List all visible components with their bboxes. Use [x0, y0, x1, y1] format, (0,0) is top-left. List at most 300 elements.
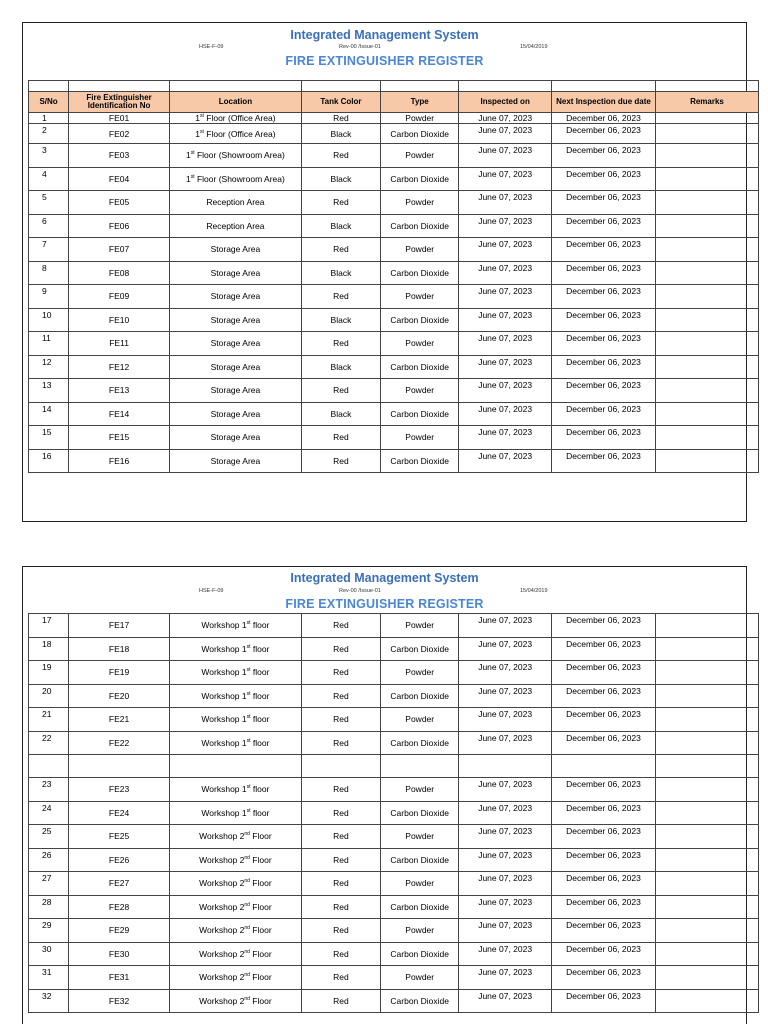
- next-due-cell: December 06, 2023: [551, 402, 655, 426]
- location-cell: [170, 402, 302, 426]
- location-ordinal-suffix: st: [246, 620, 251, 627]
- col-header-tank-color: Tank Color: [301, 92, 380, 113]
- col-header-sno: S/No: [29, 92, 69, 113]
- location-cell: [170, 214, 302, 238]
- next-due-cell: December 06, 2023: [551, 919, 655, 943]
- table-header-row: [29, 92, 759, 113]
- empty-cell: [551, 755, 655, 778]
- location-cell: [170, 708, 302, 732]
- tank-color-cell: Red: [301, 332, 380, 356]
- tank-color-cell: Black: [301, 167, 380, 191]
- remarks-cell: [655, 379, 758, 403]
- remarks-cell: [655, 942, 758, 966]
- extinguisher-id-cell: FE16: [69, 449, 170, 473]
- inspected-on-cell: June 07, 2023: [459, 214, 552, 238]
- extinguisher-id-cell: FE12: [69, 355, 170, 379]
- location-text: Storage Area: [210, 314, 261, 325]
- tank-color-cell: Red: [301, 825, 380, 849]
- remarks-cell: [655, 637, 758, 661]
- col-header-remarks: Remarks: [655, 92, 758, 113]
- extinguisher-id-cell: FE28: [69, 895, 170, 919]
- location-ordinal-suffix: st: [190, 173, 195, 180]
- type-cell: Powder: [381, 426, 459, 450]
- register-table: [28, 80, 759, 473]
- location-ordinal-suffix: st: [200, 128, 204, 135]
- location-text-suffix: Floor: [249, 925, 272, 936]
- location-ordinal-suffix: st: [246, 690, 251, 697]
- extinguisher-id-cell: FE32: [69, 989, 170, 1013]
- location-cell: [170, 191, 302, 215]
- inspected-on-cell: June 07, 2023: [459, 895, 552, 919]
- location-text: Workshop 1: [201, 737, 247, 748]
- sno-cell: 14: [29, 402, 69, 426]
- tank-color-cell: Red: [301, 942, 380, 966]
- location-text-suffix: floor: [250, 737, 270, 748]
- next-due-cell: December 06, 2023: [551, 614, 655, 638]
- sno-cell: 28: [29, 895, 69, 919]
- next-due-cell: December 06, 2023: [551, 708, 655, 732]
- table-row: [29, 708, 759, 732]
- sno-cell: 2: [29, 124, 69, 144]
- type-cell: Carbon Dioxide: [381, 124, 459, 144]
- location-text: Workshop 2: [199, 878, 245, 889]
- location-text-suffix: Floor: [249, 995, 272, 1006]
- table-row: [29, 238, 759, 262]
- tank-color-cell: Red: [301, 191, 380, 215]
- location-text: Reception Area: [206, 220, 265, 231]
- table-row: [29, 308, 759, 332]
- inspected-on-cell: June 07, 2023: [459, 825, 552, 849]
- location-ordinal-suffix: st: [200, 113, 204, 120]
- sno-cell: 29: [29, 919, 69, 943]
- location-text: Storage Area: [210, 244, 261, 255]
- location-text: Workshop 2: [199, 831, 245, 842]
- inspected-on-cell: June 07, 2023: [459, 124, 552, 144]
- extinguisher-id-cell: FE04: [69, 167, 170, 191]
- type-cell: Carbon Dioxide: [381, 801, 459, 825]
- table-row: [29, 966, 759, 990]
- sno-cell: 22: [29, 731, 69, 755]
- inspected-on-cell: June 07, 2023: [459, 801, 552, 825]
- form-code: HSE-F-09: [199, 44, 224, 50]
- type-cell: Carbon Dioxide: [381, 261, 459, 285]
- inspected-on-cell: June 07, 2023: [459, 614, 552, 638]
- location-text-suffix: floor: [250, 807, 270, 818]
- location-text-suffix: Floor (Office Area): [203, 128, 276, 139]
- remarks-cell: [655, 895, 758, 919]
- col-header-inspected: Inspected on: [459, 92, 552, 113]
- sno-cell: 18: [29, 637, 69, 661]
- tank-color-cell: Red: [301, 895, 380, 919]
- next-due-cell: December 06, 2023: [551, 895, 655, 919]
- location-text-suffix: floor: [250, 714, 270, 725]
- location-ordinal-suffix: nd: [244, 878, 250, 885]
- location-cell: [170, 144, 302, 168]
- location-cell: [170, 778, 302, 802]
- location-text: Workshop 1: [201, 643, 247, 654]
- tank-color-cell: Red: [301, 872, 380, 896]
- remarks-cell: [655, 778, 758, 802]
- type-cell: Carbon Dioxide: [381, 731, 459, 755]
- next-due-cell: December 06, 2023: [551, 989, 655, 1013]
- location-text-suffix: Floor (Showroom Area): [194, 150, 285, 161]
- tank-color-cell: Red: [301, 778, 380, 802]
- next-due-cell: December 06, 2023: [551, 801, 655, 825]
- tank-color-cell: Red: [301, 637, 380, 661]
- location-cell: [170, 113, 302, 124]
- table-row: [29, 113, 759, 124]
- location-cell: [170, 731, 302, 755]
- inspected-on-cell: June 07, 2023: [459, 355, 552, 379]
- location-cell: [170, 872, 302, 896]
- table-row: [29, 919, 759, 943]
- remarks-cell: [655, 402, 758, 426]
- table-row: [29, 848, 759, 872]
- location-text-suffix: floor: [250, 643, 270, 654]
- type-cell: Powder: [381, 332, 459, 356]
- location-text: Storage Area: [210, 267, 261, 278]
- extinguisher-id-cell: FE26: [69, 848, 170, 872]
- type-cell: Carbon Dioxide: [381, 684, 459, 708]
- next-due-cell: December 06, 2023: [551, 355, 655, 379]
- sno-cell: 4: [29, 167, 69, 191]
- table-row: [29, 124, 759, 144]
- type-cell: Powder: [381, 379, 459, 403]
- location-text: Workshop 2: [199, 854, 245, 865]
- location-cell: [170, 966, 302, 990]
- inspected-on-cell: June 07, 2023: [459, 637, 552, 661]
- extinguisher-id-cell: FE18: [69, 637, 170, 661]
- form-date: 15/04/2019: [520, 588, 548, 594]
- next-due-cell: December 06, 2023: [551, 966, 655, 990]
- location-cell: [170, 942, 302, 966]
- tank-color-cell: Black: [301, 214, 380, 238]
- location-ordinal-suffix: st: [246, 784, 251, 791]
- remarks-cell: [655, 989, 758, 1013]
- location-text-suffix: Floor (Showroom Area): [194, 173, 285, 184]
- tank-color-cell: Red: [301, 966, 380, 990]
- tank-color-cell: Black: [301, 308, 380, 332]
- inspected-on-cell: June 07, 2023: [459, 144, 552, 168]
- remarks-cell: [655, 238, 758, 262]
- remarks-cell: [655, 261, 758, 285]
- type-cell: Powder: [381, 285, 459, 309]
- table-row: [29, 402, 759, 426]
- next-due-cell: December 06, 2023: [551, 825, 655, 849]
- location-cell: [170, 919, 302, 943]
- location-text: Workshop 1: [201, 784, 247, 795]
- empty-cell: [69, 755, 170, 778]
- location-cell: [170, 449, 302, 473]
- location-cell: [170, 614, 302, 638]
- inspected-on-cell: June 07, 2023: [459, 684, 552, 708]
- location-text: Workshop 1: [201, 714, 247, 725]
- inspected-on-cell: June 07, 2023: [459, 261, 552, 285]
- location-ordinal-suffix: nd: [244, 925, 250, 932]
- table-row: [29, 614, 759, 638]
- type-cell: Powder: [381, 872, 459, 896]
- col-header-location: Location: [170, 92, 302, 113]
- remarks-cell: [655, 919, 758, 943]
- location-cell: [170, 308, 302, 332]
- extinguisher-id-cell: FE15: [69, 426, 170, 450]
- location-text-suffix: Floor: [249, 831, 272, 842]
- type-cell: Carbon Dioxide: [381, 402, 459, 426]
- remarks-cell: [655, 661, 758, 685]
- sno-cell: 8: [29, 261, 69, 285]
- empty-cell: [459, 755, 552, 778]
- sno-cell: 31: [29, 966, 69, 990]
- remarks-cell: [655, 144, 758, 168]
- table-row: [29, 989, 759, 1013]
- system-title: Integrated Management System: [290, 571, 479, 585]
- location-text: 1: [185, 150, 191, 161]
- table-row: [29, 261, 759, 285]
- location-text: Storage Area: [210, 408, 261, 419]
- sno-cell: 25: [29, 825, 69, 849]
- remarks-cell: [655, 684, 758, 708]
- location-ordinal-suffix: nd: [244, 995, 250, 1002]
- type-cell: Powder: [381, 661, 459, 685]
- location-ordinal-suffix: st: [246, 807, 251, 814]
- type-cell: Carbon Dioxide: [381, 848, 459, 872]
- extinguisher-id-cell: FE08: [69, 261, 170, 285]
- extinguisher-id-cell: FE09: [69, 285, 170, 309]
- inspected-on-cell: June 07, 2023: [459, 989, 552, 1013]
- extinguisher-id-cell: FE20: [69, 684, 170, 708]
- location-text: Storage Area: [210, 455, 261, 466]
- remarks-cell: [655, 848, 758, 872]
- table-row: [29, 285, 759, 309]
- sno-cell: 6: [29, 214, 69, 238]
- table-row: [29, 778, 759, 802]
- remarks-cell: [655, 449, 758, 473]
- empty-cell: [655, 755, 758, 778]
- sno-cell: 20: [29, 684, 69, 708]
- inspected-on-cell: June 07, 2023: [459, 942, 552, 966]
- inspected-on-cell: June 07, 2023: [459, 848, 552, 872]
- tank-color-cell: Red: [301, 285, 380, 309]
- sno-cell: 24: [29, 801, 69, 825]
- location-text: Workshop 2: [199, 901, 245, 912]
- remarks-cell: [655, 708, 758, 732]
- type-cell: Powder: [381, 708, 459, 732]
- next-due-cell: December 06, 2023: [551, 426, 655, 450]
- extinguisher-id-cell: FE06: [69, 214, 170, 238]
- sno-cell: 12: [29, 355, 69, 379]
- sno-cell: 23: [29, 778, 69, 802]
- location-text: Workshop 1: [201, 620, 247, 631]
- location-text: Storage Area: [210, 338, 261, 349]
- next-due-cell: December 06, 2023: [551, 113, 655, 124]
- type-cell: Powder: [381, 825, 459, 849]
- location-cell: [170, 989, 302, 1013]
- tank-color-cell: Red: [301, 113, 380, 124]
- remarks-cell: [655, 966, 758, 990]
- extinguisher-id-cell: FE02: [69, 124, 170, 144]
- register-title: FIRE EXTINGUISHER REGISTER: [285, 597, 484, 611]
- next-due-cell: December 06, 2023: [551, 285, 655, 309]
- sno-cell: 16: [29, 449, 69, 473]
- tank-color-cell: Red: [301, 144, 380, 168]
- inspected-on-cell: June 07, 2023: [459, 238, 552, 262]
- sno-cell: 7: [29, 238, 69, 262]
- extinguisher-id-cell: FE27: [69, 872, 170, 896]
- location-text: Workshop 2: [199, 995, 245, 1006]
- extinguisher-id-cell: FE24: [69, 801, 170, 825]
- empty-cell: [170, 755, 302, 778]
- extinguisher-id-cell: FE13: [69, 379, 170, 403]
- sno-cell: 32: [29, 989, 69, 1013]
- inspected-on-cell: June 07, 2023: [459, 402, 552, 426]
- type-cell: Powder: [381, 919, 459, 943]
- location-ordinal-suffix: nd: [244, 948, 250, 955]
- tank-color-cell: Red: [301, 661, 380, 685]
- next-due-cell: December 06, 2023: [551, 144, 655, 168]
- table-row: [29, 801, 759, 825]
- sno-cell: 21: [29, 708, 69, 732]
- inspected-on-cell: June 07, 2023: [459, 449, 552, 473]
- location-text: Workshop 1: [201, 667, 247, 678]
- tank-color-cell: Red: [301, 848, 380, 872]
- inspected-on-cell: June 07, 2023: [459, 191, 552, 215]
- location-cell: [170, 895, 302, 919]
- next-due-cell: December 06, 2023: [551, 238, 655, 262]
- next-due-cell: December 06, 2023: [551, 778, 655, 802]
- extinguisher-id-cell: FE30: [69, 942, 170, 966]
- inspected-on-cell: June 07, 2023: [459, 966, 552, 990]
- type-cell: Carbon Dioxide: [381, 308, 459, 332]
- sno-cell: 17: [29, 614, 69, 638]
- next-due-cell: December 06, 2023: [551, 684, 655, 708]
- tank-color-cell: Red: [301, 731, 380, 755]
- tank-color-cell: Red: [301, 238, 380, 262]
- location-text-suffix: Floor: [249, 948, 272, 959]
- remarks-cell: [655, 872, 758, 896]
- location-cell: [170, 825, 302, 849]
- next-due-cell: December 06, 2023: [551, 449, 655, 473]
- inspected-on-cell: June 07, 2023: [459, 731, 552, 755]
- location-ordinal-suffix: st: [246, 667, 251, 674]
- table-row: [29, 426, 759, 450]
- tank-color-cell: Red: [301, 449, 380, 473]
- location-ordinal-suffix: st: [190, 150, 195, 157]
- location-ordinal-suffix: nd: [244, 972, 250, 979]
- extinguisher-id-cell: FE21: [69, 708, 170, 732]
- page-header: [23, 23, 746, 83]
- table-row: [29, 379, 759, 403]
- location-cell: [170, 661, 302, 685]
- type-cell: Carbon Dioxide: [381, 214, 459, 238]
- location-ordinal-suffix: nd: [244, 901, 250, 908]
- tank-color-cell: Black: [301, 355, 380, 379]
- sno-cell: 19: [29, 661, 69, 685]
- location-cell: [170, 684, 302, 708]
- location-ordinal-suffix: nd: [244, 854, 250, 861]
- remarks-cell: [655, 124, 758, 144]
- next-due-cell: December 06, 2023: [551, 167, 655, 191]
- location-text: 1: [195, 113, 201, 123]
- location-text: Storage Area: [210, 385, 261, 396]
- location-text: 1: [185, 173, 191, 184]
- tank-color-cell: Red: [301, 684, 380, 708]
- next-due-cell: December 06, 2023: [551, 848, 655, 872]
- register-page-1: [22, 22, 747, 522]
- table-body: [29, 81, 759, 473]
- sno-cell: 26: [29, 848, 69, 872]
- remarks-cell: [655, 801, 758, 825]
- blank-row: [29, 755, 759, 778]
- location-cell: [170, 637, 302, 661]
- col-header-type: Type: [381, 92, 459, 113]
- sno-cell: 30: [29, 942, 69, 966]
- inspected-on-cell: June 07, 2023: [459, 426, 552, 450]
- table-row: [29, 355, 759, 379]
- table-row: [29, 872, 759, 896]
- tank-color-cell: Red: [301, 919, 380, 943]
- empty-cell: [29, 755, 69, 778]
- sno-cell: 5: [29, 191, 69, 215]
- extinguisher-id-cell: FE17: [69, 614, 170, 638]
- tank-color-cell: Red: [301, 614, 380, 638]
- table-row: [29, 167, 759, 191]
- tank-color-cell: Red: [301, 426, 380, 450]
- tank-color-cell: Red: [301, 708, 380, 732]
- next-due-cell: December 06, 2023: [551, 731, 655, 755]
- extinguisher-id-cell: FE14: [69, 402, 170, 426]
- location-cell: [170, 332, 302, 356]
- inspected-on-cell: June 07, 2023: [459, 379, 552, 403]
- location-text-suffix: Floor (Office Area): [203, 113, 276, 123]
- location-text: Storage Area: [210, 361, 261, 372]
- sno-cell: 9: [29, 285, 69, 309]
- sno-cell: 27: [29, 872, 69, 896]
- remarks-cell: [655, 355, 758, 379]
- next-due-cell: December 06, 2023: [551, 308, 655, 332]
- location-cell: [170, 379, 302, 403]
- location-ordinal-suffix: st: [246, 714, 251, 721]
- type-cell: Carbon Dioxide: [381, 167, 459, 191]
- table-row: [29, 449, 759, 473]
- next-due-cell: December 06, 2023: [551, 942, 655, 966]
- type-cell: Powder: [381, 614, 459, 638]
- remarks-cell: [655, 731, 758, 755]
- location-text-suffix: floor: [250, 667, 270, 678]
- location-text: Workshop 2: [199, 925, 245, 936]
- location-text: Workshop 1: [201, 690, 247, 701]
- type-cell: Powder: [381, 144, 459, 168]
- location-text-suffix: Floor: [249, 854, 272, 865]
- next-due-cell: December 06, 2023: [551, 379, 655, 403]
- location-text: 1: [195, 128, 201, 139]
- type-cell: Carbon Dioxide: [381, 449, 459, 473]
- empty-cell: [381, 755, 459, 778]
- extinguisher-id-cell: FE07: [69, 238, 170, 262]
- revision-label: Rev-00 /Issue-01: [339, 44, 381, 50]
- tank-color-cell: Black: [301, 124, 380, 144]
- next-due-cell: December 06, 2023: [551, 661, 655, 685]
- location-text: Storage Area: [210, 432, 261, 443]
- type-cell: Carbon Dioxide: [381, 942, 459, 966]
- sno-cell: 13: [29, 379, 69, 403]
- sno-cell: 11: [29, 332, 69, 356]
- location-cell: [170, 848, 302, 872]
- inspected-on-cell: June 07, 2023: [459, 708, 552, 732]
- type-cell: Powder: [381, 778, 459, 802]
- inspected-on-cell: June 07, 2023: [459, 308, 552, 332]
- location-text-suffix: Floor: [249, 878, 272, 889]
- location-text-suffix: floor: [250, 784, 270, 795]
